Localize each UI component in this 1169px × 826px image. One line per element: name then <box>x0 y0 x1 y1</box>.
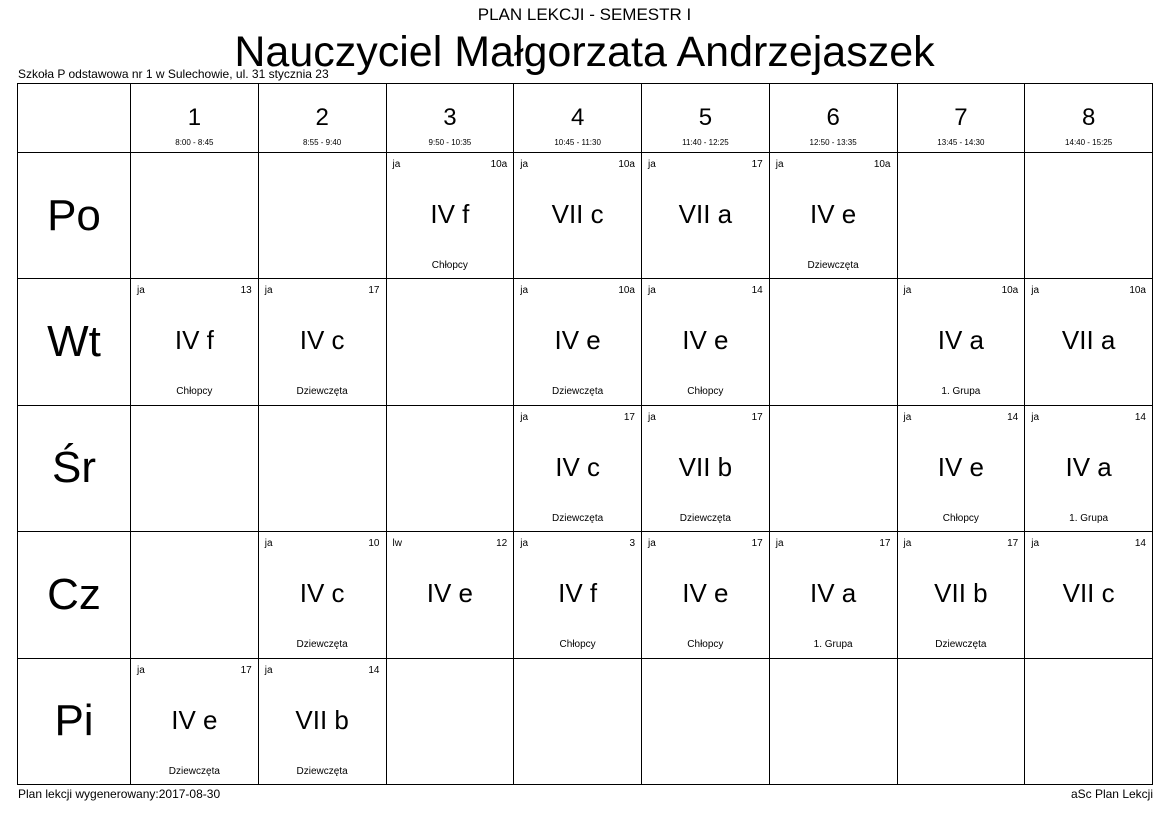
lesson-class: VII b <box>934 578 988 609</box>
lesson-subject: ja <box>775 159 784 170</box>
lesson-class: IV e <box>682 325 729 356</box>
lesson <box>259 659 386 784</box>
lesson-room: 14 <box>1134 411 1146 423</box>
day-row <box>18 279 1153 405</box>
lesson-room: 14 <box>1007 411 1019 423</box>
period-number: 1 <box>187 104 202 131</box>
lesson-class: VII b <box>678 451 733 482</box>
lesson-subject: ja <box>137 285 145 297</box>
day-label: Pi <box>18 658 131 784</box>
lesson <box>387 532 514 657</box>
lesson-subject: ja <box>648 538 656 550</box>
lesson-cell <box>514 405 642 531</box>
lesson-cell <box>1025 405 1153 531</box>
period-header-5 <box>642 84 770 153</box>
empty-cell <box>258 153 386 279</box>
lesson-subject: ja <box>520 159 529 170</box>
empty-cell <box>386 658 514 784</box>
teacher-title: Nauczyciel Małgorzata Andrzejaszek <box>234 28 935 76</box>
lesson-group: Dziewczęta <box>935 639 987 651</box>
lesson-subject: ja <box>648 411 656 423</box>
lesson-room: 17 <box>1007 538 1019 550</box>
lesson-class: IV e <box>937 451 984 482</box>
lesson <box>642 153 769 278</box>
lesson-subject: ja <box>264 538 273 550</box>
day-row <box>18 532 1153 658</box>
lesson-cell <box>1025 279 1153 405</box>
lesson-room: 13 <box>240 285 252 297</box>
lesson <box>131 279 258 404</box>
day-label: Po <box>18 153 131 279</box>
plan-subtitle: PLAN LEKCJI - SEMESTR I <box>477 5 692 24</box>
lesson-class: VII b <box>295 704 349 735</box>
period-time: 8:00 - 8:45 <box>175 138 214 147</box>
lesson-room: 10a <box>490 159 508 170</box>
empty-cell <box>131 532 259 658</box>
lesson-class: VII a <box>678 199 733 229</box>
empty-cell <box>131 405 259 531</box>
lesson-room: 10a <box>618 285 635 297</box>
period-header-row <box>18 84 1153 153</box>
lesson-class: IV a <box>1065 451 1112 482</box>
period-time: 12:50 - 13:35 <box>809 138 857 147</box>
lesson-cell <box>1025 532 1153 658</box>
period-header-8 <box>1025 84 1153 153</box>
lesson-cell <box>897 279 1025 405</box>
lesson <box>642 532 769 657</box>
lesson-class: IV e <box>810 199 857 229</box>
lesson-subject: ja <box>1031 285 1040 297</box>
generated-date: Plan lekcji wygenerowany:2017-08-30 <box>18 787 221 801</box>
day-row <box>18 153 1153 279</box>
period-header-4 <box>514 84 642 153</box>
lesson-cell <box>514 153 642 279</box>
period-time: 10:45 - 11:30 <box>554 138 601 147</box>
lesson-subject: ja <box>648 159 656 170</box>
lesson <box>898 279 1025 404</box>
lesson-room: 17 <box>751 411 763 423</box>
lesson-class: IV a <box>937 325 984 356</box>
lesson <box>898 406 1025 531</box>
empty-cell <box>897 153 1025 279</box>
lesson-group: Dziewczęta <box>807 260 859 271</box>
lesson-group: 1. Grupa <box>1069 512 1109 524</box>
lesson-group: Chłopcy <box>176 386 213 398</box>
lesson-room: 17 <box>751 159 763 170</box>
lesson-cell <box>642 153 770 279</box>
empty-cell <box>642 658 770 784</box>
lesson-subject: ja <box>520 411 529 423</box>
lesson-group: Chłopcy <box>687 386 724 398</box>
lesson-subject: ja <box>520 538 529 550</box>
lesson-group: Chłopcy <box>431 260 468 271</box>
lesson-class: IV f <box>174 325 214 356</box>
lesson-cell <box>769 532 897 658</box>
period-header-7 <box>897 84 1025 153</box>
lesson <box>770 532 897 657</box>
lesson-room: 10a <box>873 159 891 170</box>
lesson-class: VII c <box>1062 578 1115 609</box>
corner-cell <box>18 84 131 153</box>
lesson-room: 17 <box>879 538 891 550</box>
period-number: 2 <box>315 104 329 131</box>
period-number: 4 <box>570 104 585 131</box>
lesson-class: IV c <box>555 451 601 482</box>
lesson-room: 14 <box>1134 538 1146 550</box>
period-time: 14:40 - 15:25 <box>1065 138 1113 147</box>
lesson-room: 17 <box>751 538 763 550</box>
lesson-room: 3 <box>629 538 635 550</box>
lesson-subject: ja <box>520 285 529 297</box>
school-address: Szkoła P odstawowa nr 1 w Sulechowie, ul. 31 stycznia 23 <box>18 67 329 81</box>
lesson-group: 1. Grupa <box>813 639 853 651</box>
lesson-room: 10 <box>368 538 380 550</box>
lesson-subject: ja <box>392 159 401 170</box>
lesson-class: IV c <box>299 325 345 356</box>
lesson-class: IV a <box>810 578 857 609</box>
lesson-class: VII a <box>1061 325 1116 356</box>
lesson-room: 14 <box>368 664 380 676</box>
empty-cell <box>769 405 897 531</box>
timetable-grid <box>17 83 1153 785</box>
empty-cell <box>258 405 386 531</box>
empty-cell <box>769 658 897 784</box>
empty-cell <box>386 405 514 531</box>
period-number: 3 <box>443 104 457 131</box>
lesson-group: Dziewczęta <box>296 765 348 777</box>
lesson-cell <box>897 532 1025 658</box>
lesson <box>514 406 641 531</box>
lesson-subject: ja <box>264 664 273 676</box>
lesson-class: IV e <box>682 578 729 609</box>
period-time: 9:50 - 10:35 <box>428 138 472 147</box>
day-label: Śr <box>18 405 131 531</box>
lesson <box>514 279 641 404</box>
lesson-class: IV f <box>558 578 598 609</box>
lesson-subject: lw <box>392 538 402 550</box>
lesson-group: Chłopcy <box>559 639 596 651</box>
lesson-cell <box>131 279 259 405</box>
period-header-3 <box>386 84 514 153</box>
empty-cell <box>897 658 1025 784</box>
period-number: 6 <box>826 104 840 131</box>
lesson-class: IV e <box>171 704 218 735</box>
lesson-room: 12 <box>496 538 508 550</box>
lesson-cell <box>897 405 1025 531</box>
lesson-class: IV e <box>554 325 601 356</box>
lesson-cell <box>386 153 514 279</box>
lesson-room: 17 <box>623 411 635 423</box>
lesson-cell <box>514 279 642 405</box>
lesson-class: IV f <box>430 199 470 229</box>
lesson-cell <box>642 405 770 531</box>
period-header-1 <box>131 84 259 153</box>
empty-cell <box>769 279 897 405</box>
lesson-cell <box>258 658 386 784</box>
lesson-group: Dziewczęta <box>552 512 604 524</box>
lesson-room: 14 <box>751 285 763 297</box>
empty-cell <box>131 153 259 279</box>
period-number: 8 <box>1081 104 1096 131</box>
lesson-subject: ja <box>648 285 656 297</box>
day-label: Wt <box>18 279 131 405</box>
lesson <box>387 153 514 278</box>
lesson <box>642 279 769 404</box>
lesson-class: IV e <box>426 578 473 609</box>
period-header-2 <box>258 84 386 153</box>
lesson-subject: ja <box>264 285 273 297</box>
day-label: Cz <box>18 532 131 658</box>
empty-cell <box>514 658 642 784</box>
lesson-group: Chłopcy <box>942 512 979 524</box>
empty-cell <box>1025 658 1153 784</box>
lesson-subject: ja <box>1031 411 1040 423</box>
timetable-body <box>18 153 1153 785</box>
lesson <box>259 279 386 404</box>
lesson-room: 17 <box>368 285 380 297</box>
lesson-subject: ja <box>775 538 784 550</box>
lesson <box>514 153 641 278</box>
lesson-room: 10a <box>618 159 635 170</box>
lesson-group: Dziewczęta <box>552 386 604 398</box>
lesson-cell <box>642 279 770 405</box>
lesson <box>1025 406 1152 531</box>
lesson-subject: ja <box>1031 538 1040 550</box>
lesson <box>514 532 641 657</box>
lesson-class: IV c <box>299 578 345 609</box>
lesson-group: 1. Grupa <box>941 386 981 398</box>
lesson-group: Chłopcy <box>687 639 724 651</box>
lesson <box>259 532 386 657</box>
lesson-cell <box>258 279 386 405</box>
lesson-cell <box>514 532 642 658</box>
lesson-room: 10a <box>1129 285 1146 297</box>
lesson <box>898 532 1025 657</box>
empty-cell <box>386 279 514 405</box>
lesson <box>770 153 897 278</box>
lesson-group: Dziewczęta <box>296 386 348 398</box>
software-name: aSc Plan Lekcji <box>1070 787 1153 801</box>
day-row <box>18 658 1153 784</box>
lesson-subject: ja <box>903 285 912 297</box>
lesson-subject: ja <box>903 411 912 423</box>
lesson-subject: ja <box>903 538 912 550</box>
period-number: 5 <box>698 104 713 131</box>
lesson-group: Dziewczęta <box>168 765 220 777</box>
lesson-cell <box>642 532 770 658</box>
lesson-cell <box>769 153 897 279</box>
period-number: 7 <box>954 104 968 131</box>
lesson <box>642 406 769 531</box>
period-time: 11:40 - 12:25 <box>682 138 729 147</box>
day-row <box>18 405 1153 531</box>
lesson <box>1025 532 1152 657</box>
lesson-subject: ja <box>137 664 145 676</box>
lesson <box>131 659 258 784</box>
period-time: 13:45 - 14:30 <box>937 138 985 147</box>
lesson-cell <box>386 532 514 658</box>
period-header-6 <box>769 84 897 153</box>
lesson-group: Dziewczęta <box>679 512 731 524</box>
period-time: 8:55 - 9:40 <box>303 138 342 147</box>
lesson-room: 17 <box>240 664 252 676</box>
lesson-cell <box>131 658 259 784</box>
lesson-class: VII c <box>551 199 604 229</box>
lesson-group: Dziewczęta <box>296 639 348 651</box>
empty-cell <box>1025 153 1153 279</box>
lesson <box>1025 279 1152 404</box>
lesson-room: 10a <box>1001 285 1019 297</box>
lesson-cell <box>258 532 386 658</box>
